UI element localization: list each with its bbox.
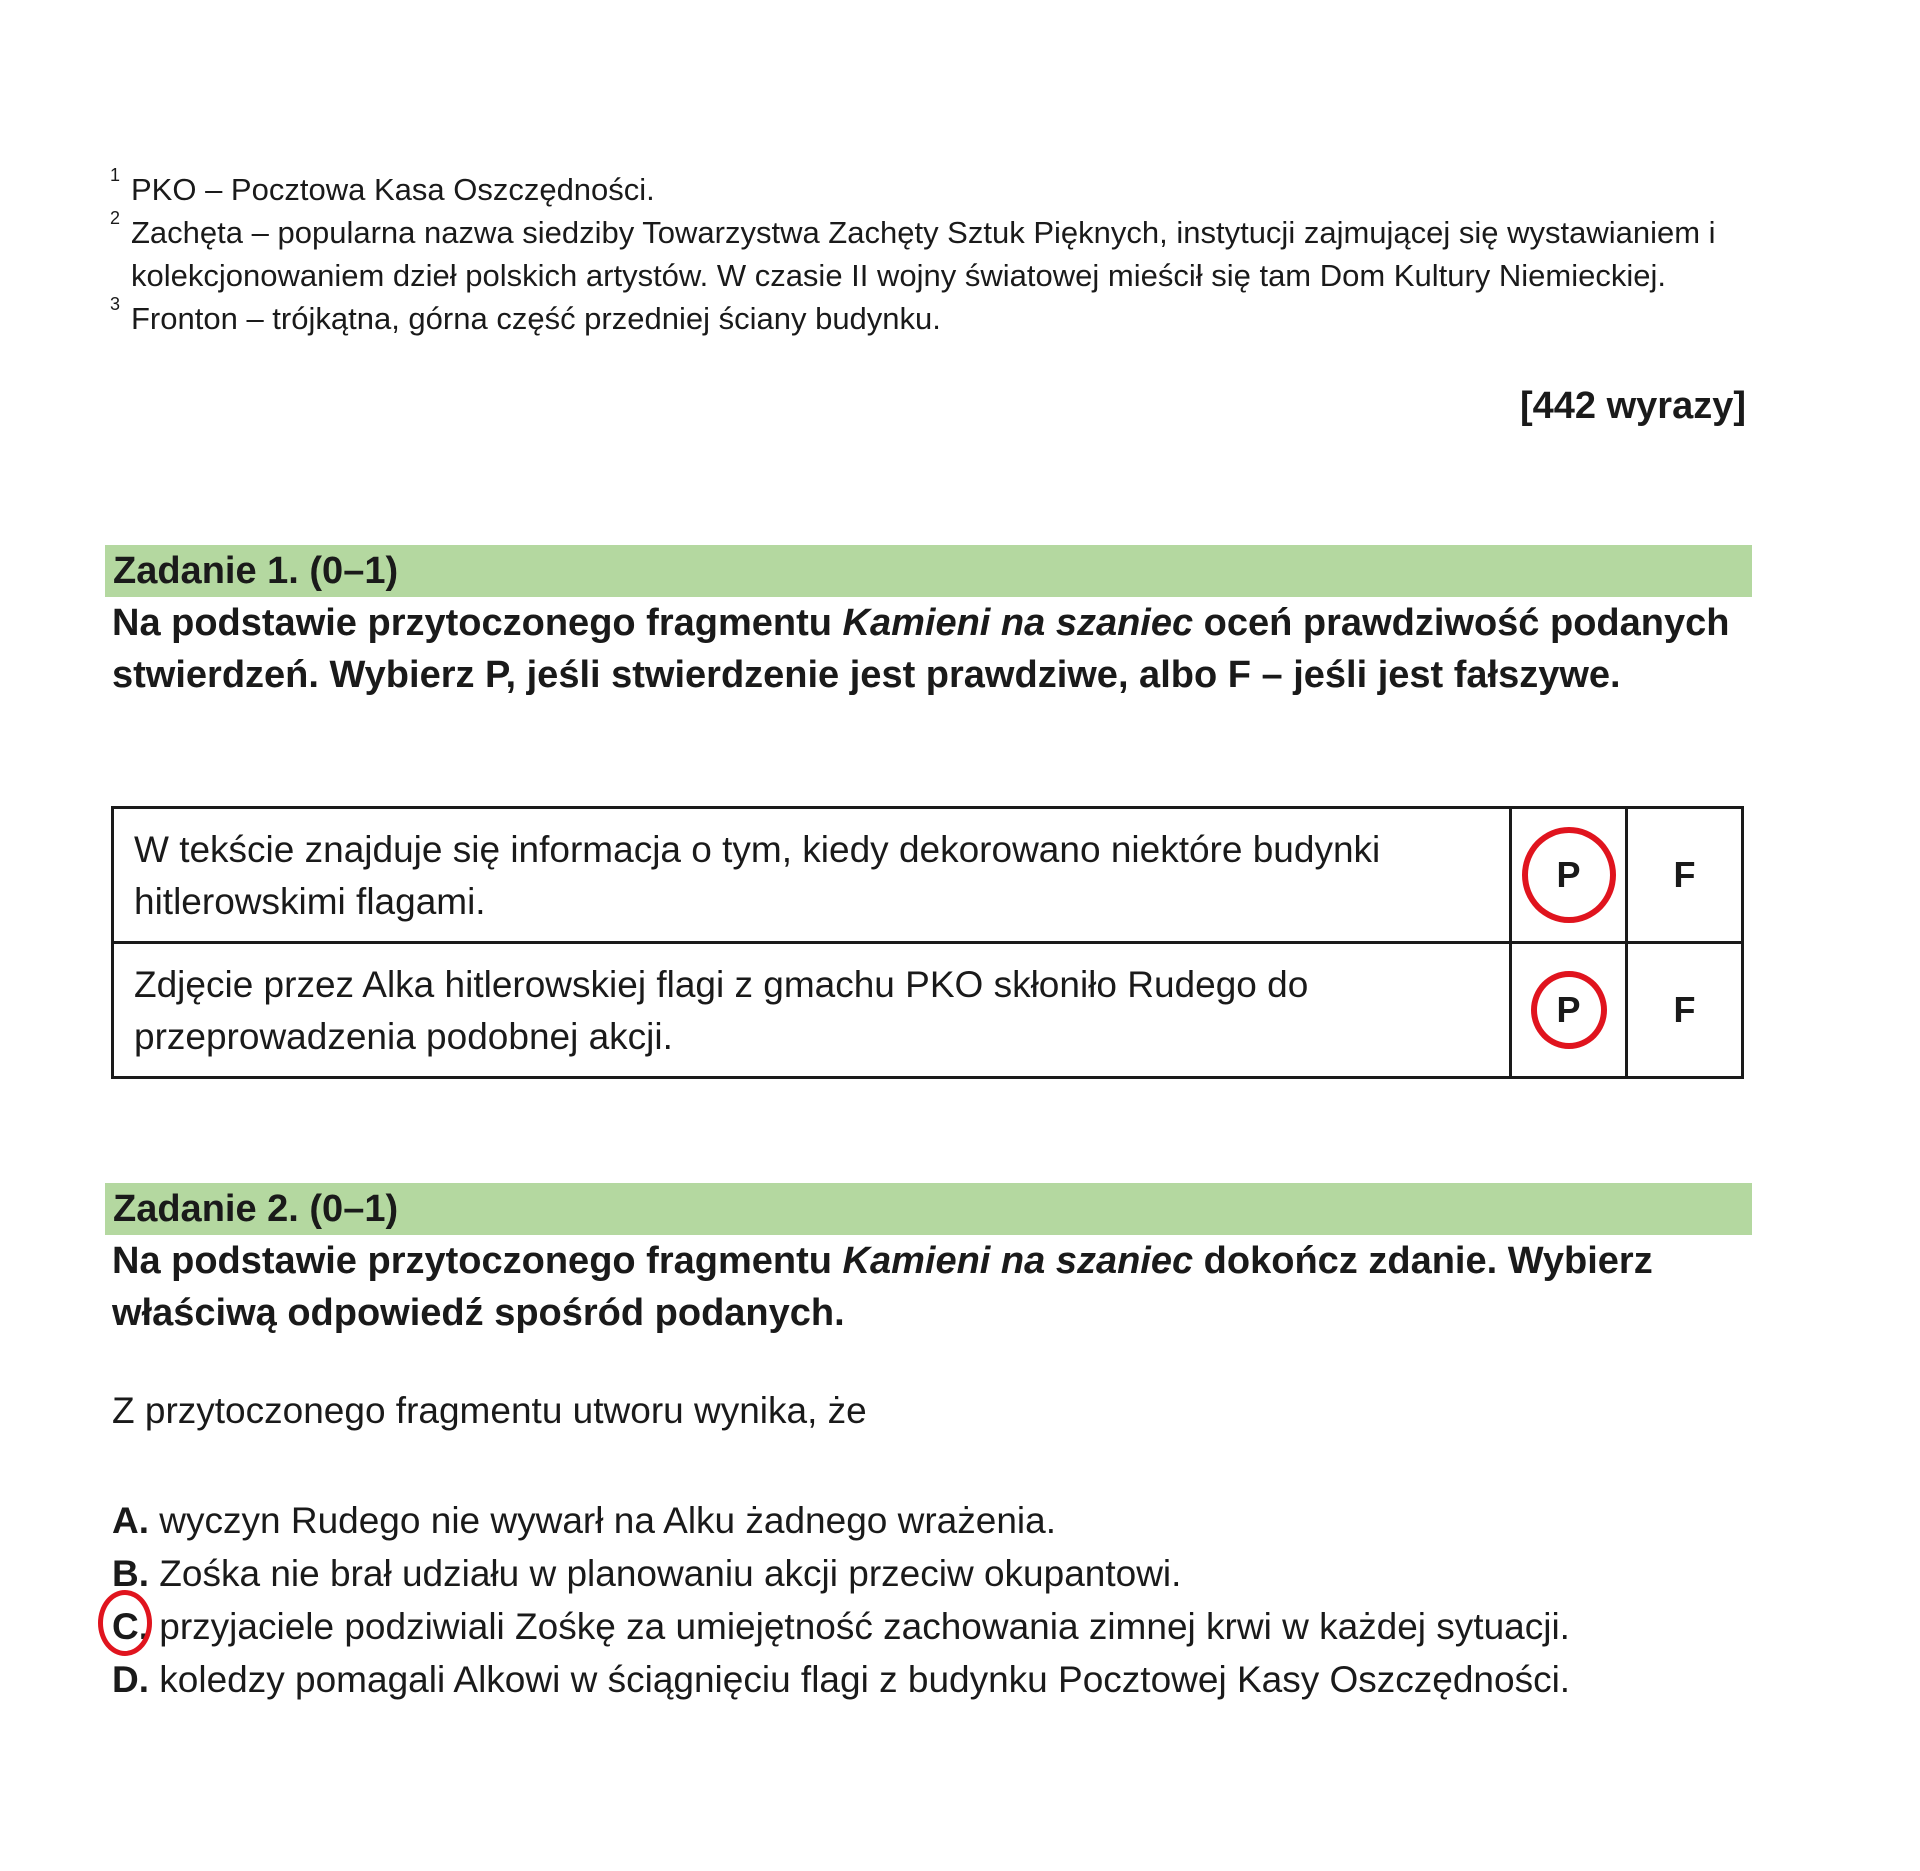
answer-text: koledzy pomagali Alkowi w ściągnięciu flagi z budynku Pocztowej Kasy Oszczędności. [159,1659,1571,1700]
book-title: Kamieni na szaniec [842,602,1194,644]
footnote-1 [110,165,1750,211]
selection-circle-mark [1522,827,1616,923]
answer-text: przyjaciele podziwiali Zośkę za umiejętność zachowania zimnej krwi w każdej sytuacji. [159,1606,1570,1647]
task-1-instruction: Na podstawie przytoczonego fragmentu Kamieni na szaniec oceń prawdziwość podanych stwierdzeń. Wybierz P, jeśli stwierdzenie jest prawdziwe, albo F – jeśli jest fałszywe. [112,602,1730,696]
footnote-number: 1 [110,165,121,185]
book-title: Kamieni na szaniec [842,1240,1194,1282]
task-2-instruction: Na podstawie przytoczonego fragmentu Kamieni na szaniec dokończ zdanie. Wybierz właściwą odpowiedź spośród podanych. [112,1240,1653,1334]
task-1-header: Zadanie 1. (0–1) [105,545,1752,597]
footnote-text: Fronton – trójkątna, górna część przedniej ściany budynku. [131,301,941,336]
option-f[interactable]: F [1673,854,1696,895]
answer-options [112,1494,1570,1706]
footnotes [110,165,1750,340]
answer-text: wyczyn Rudego nie wywarł na Alku żadnego wrażenia. [159,1500,1056,1541]
statement-cell: Zdjęcie przez Alka hitlerowskiej flagi z gmachu PKO skłoniło Rudego do przeprowadzenia podobnej akcji. [113,943,1511,1078]
selection-circle-mark [1531,971,1607,1049]
table-row [113,943,1743,1078]
footnote-2 [110,208,1750,297]
answer-letter: D. [112,1659,149,1700]
answer-c[interactable] [112,1600,1570,1653]
task-2-header: Zadanie 2. (0–1) [105,1183,1752,1235]
option-p[interactable]: P [1539,980,1599,1040]
option-p-cell[interactable] [1511,808,1627,943]
answer-d[interactable] [112,1653,1570,1706]
footnote-number: 3 [110,294,121,314]
footnote-text: PKO – Pocztowa Kasa Oszczędności. [131,172,655,207]
statement-cell: W tekście znajduje się informacja o tym, kiedy dekorowano niektóre budynki hitlerowskimi flagami. [113,808,1511,943]
footnote-text: Zachęta – popularna nazwa siedziby Towarzystwa Zachęty Sztuk Pięknych, instytucji zajmującej się wystawianiem i kolekcjonowaniem dzieł polskich artystów. W czasie II wojny światowej mieścił się tam Dom Kultury Niemieckiej. [131,215,1716,293]
option-f-cell[interactable] [1627,943,1743,1078]
question-lead: Z przytoczonego fragmentu utworu wynika, że [112,1390,867,1431]
selection-circle-mark [98,1590,152,1656]
answer-letter: A. [112,1500,149,1541]
answer-b[interactable] [112,1547,1570,1600]
option-f-cell[interactable] [1627,808,1743,943]
answer-letter: C. [112,1600,149,1653]
option-f[interactable]: F [1673,989,1696,1030]
option-p-cell[interactable] [1511,943,1627,1078]
answer-text: Zośka nie brał udziału w planowaniu akcji przeciw okupantowi. [159,1553,1182,1594]
true-false-table [111,806,1744,1079]
option-p[interactable]: P [1539,845,1599,905]
footnote-number: 2 [110,208,121,228]
table-row [113,808,1743,943]
footnote-3 [110,294,1750,340]
answer-letter: B. [112,1553,149,1594]
answer-a[interactable] [112,1494,1570,1547]
word-count: [442 wyrazy] [1519,385,1746,427]
